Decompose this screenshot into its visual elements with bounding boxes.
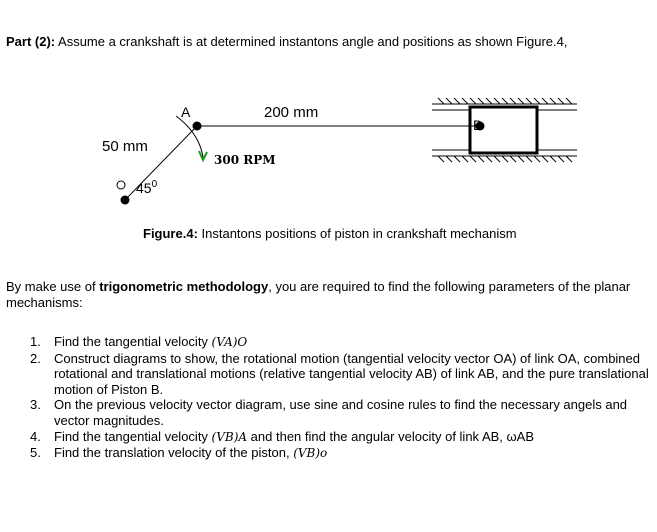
label-a: A — [181, 104, 191, 120]
crankshaft-figure — [0, 0, 657, 260]
caption-label: Figure.4: — [143, 226, 198, 241]
part-text: Assume a crankshaft is at determined instantons angle and positions as shown Figure.4, — [55, 34, 568, 49]
cylinder-top-wall — [432, 98, 577, 104]
joint-o — [121, 196, 130, 205]
dimension-oa: 50 mm — [102, 138, 148, 155]
list-item: 5. Find the translation velocity of the piston, (VB)o — [30, 445, 328, 461]
cylinder-bottom-wall — [432, 156, 577, 162]
label-b: B — [473, 117, 483, 133]
angle-label: $45^0$ — [136, 179, 158, 196]
list-item: 4. Find the tangential velocity (VB)A and then find the angular velocity of link AB, ωAB — [30, 428, 534, 444]
list-item: 2. Construct diagrams to show, the rotational motion (tangential velocity vector OA) of link OA, combined rotational and translational motions (relative tangential velocity AB) of link AB, and the pure translational motion of Piston B. — [30, 350, 649, 397]
list-item: 1. Find the tangential velocity (VA)O — [30, 334, 248, 349]
list-item: 3. On the previous velocity vector diagram, use sine and cosine rules to find the necessary angels and vector magnitudes. — [30, 397, 628, 428]
part-label: Part (2): — [6, 34, 56, 49]
task-list — [30, 334, 650, 462]
figure-caption — [143, 226, 517, 241]
intro-bold: trigonometric methodology — [99, 279, 269, 294]
speed-label: 300 RPM — [214, 153, 276, 167]
intro-paragraph: By make use of trigonometric methodology, you are required to find the following parameters of the planar mechanisms: — [6, 279, 631, 310]
joint-a — [193, 122, 202, 131]
dimension-ab: 200 mm — [264, 104, 319, 121]
caption-text: Instantons positions of piston in crankshaft mechanism — [197, 226, 517, 241]
